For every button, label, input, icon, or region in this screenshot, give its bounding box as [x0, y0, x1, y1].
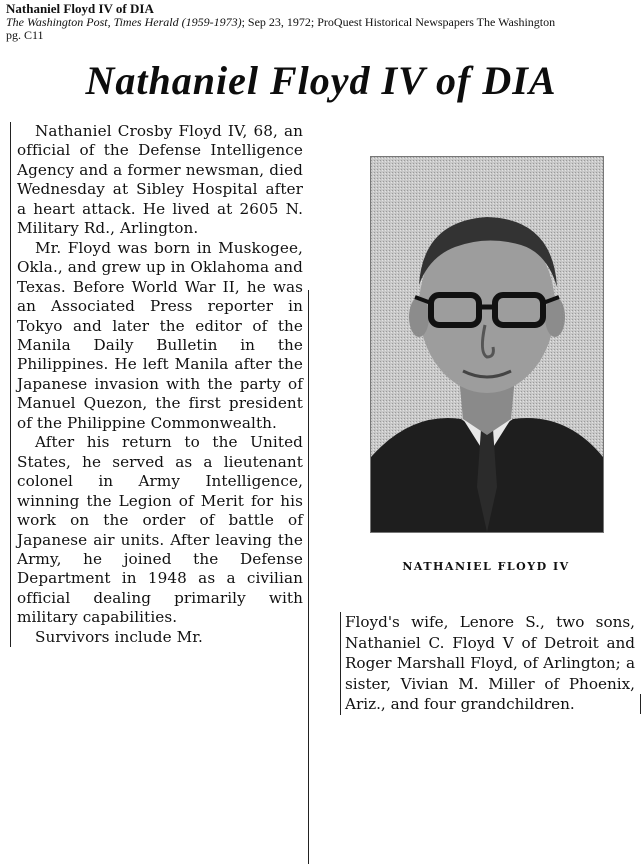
page-number: pg. C11: [6, 28, 44, 42]
source-details: ; Sep 23, 1972; ProQuest Historical Newspapers The Washington: [241, 15, 556, 29]
article-paragraph: Nathaniel Crosby Floyd IV, 68, an official of the Defense Intelligence Agency and a former newsman, died Wednesday at Sibley Hospital after a heart attack. He lived at 2605 N. Military Rd., Arlington.: [17, 122, 303, 238]
document-source: [6, 16, 642, 29]
article-paragraph: Floyd's wife, Lenore S., two sons, Nathaniel C. Floyd V of Detroit and Roger Marshall Floyd, of Arlington; a sister, Vivian M. Miller of Phoenix, Ariz., and four grandchildren.: [345, 613, 635, 713]
column-rule: [308, 290, 309, 864]
portrait-illustration: [371, 157, 603, 532]
source-publication: The Washington Post, Times Herald (1959-1973): [6, 15, 242, 29]
column-rule: [640, 694, 641, 714]
article-paragraph: Survivors include Mr.: [35, 627, 203, 646]
article-column-2: [340, 612, 635, 715]
document-title: Nathaniel Floyd IV of DIA: [6, 2, 154, 16]
article-column-1: [10, 122, 303, 647]
document-header: [6, 2, 642, 42]
article-paragraph: After his return to the United States, he served as a lieutenant colonel in Army Intelligence, winning the Legion of Merit for his work on the order of battle of Japanese air units. After leaving the Army, he joined the Defense Department in 1948 as a civilian official dealing primarily with military capabilities.: [17, 433, 303, 627]
article-headline: Nathaniel Floyd IV of DIA: [85, 58, 557, 103]
photo-caption: NATHANIEL FLOYD IV: [402, 560, 570, 573]
portrait-photo: [370, 156, 604, 533]
article-paragraph: Mr. Floyd was born in Muskogee, Okla., and grew up in Oklahoma and Texas. Before World War II, he was an Associated Press reporter in Tokyo and later the editor of the Manila Daily Bulletin in the Philippines. He left Manila after the Japanese invasion with the party of Manuel Quezon, the first president of the Philippine Commonwealth.: [17, 238, 303, 432]
